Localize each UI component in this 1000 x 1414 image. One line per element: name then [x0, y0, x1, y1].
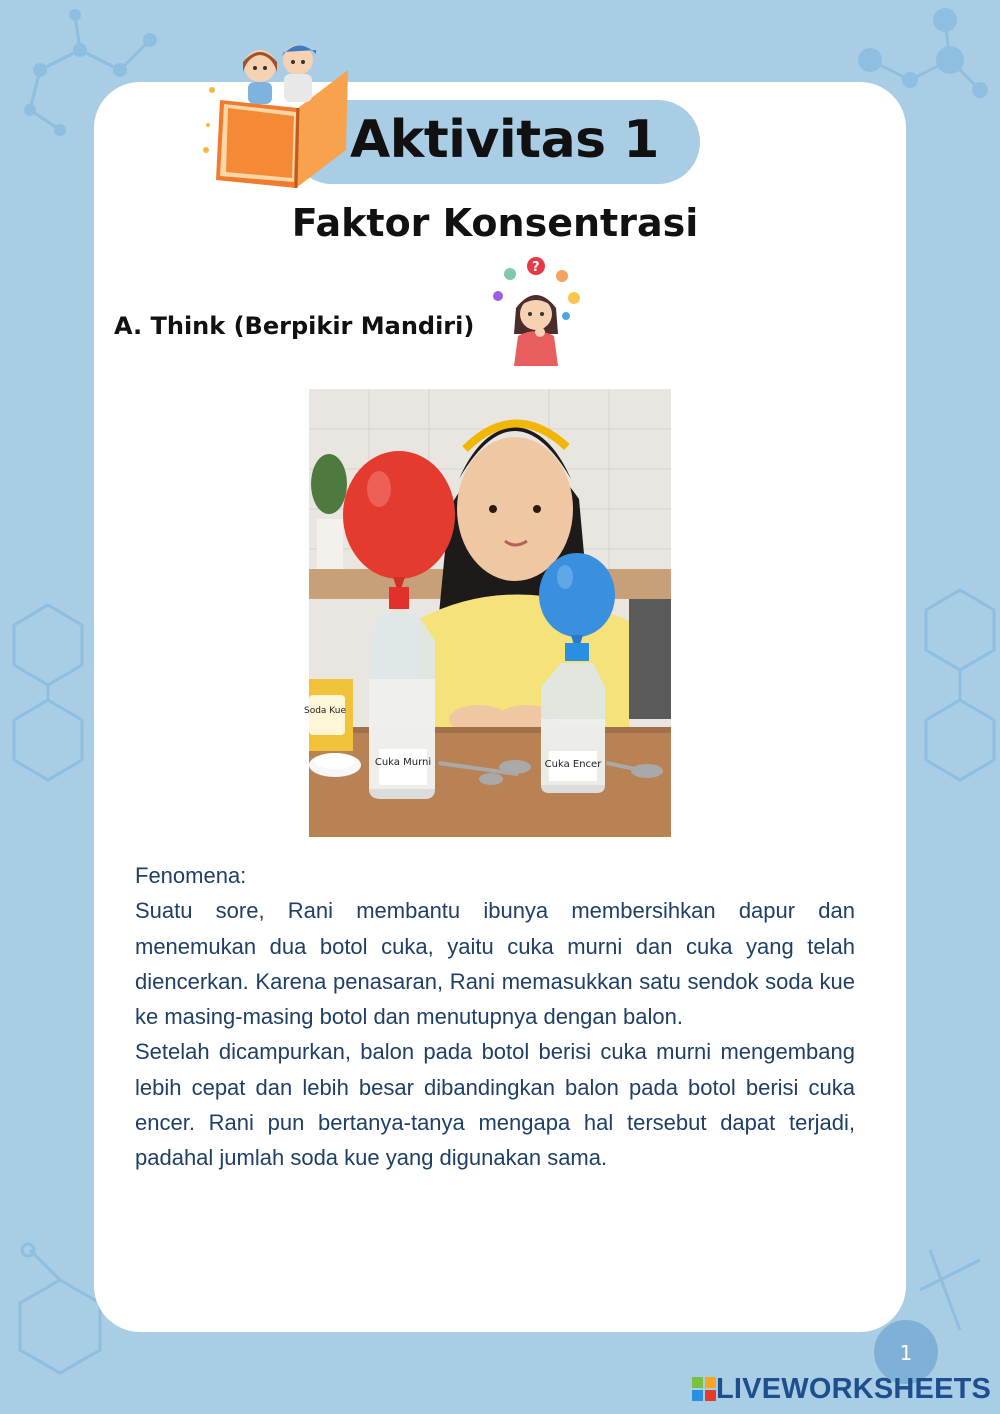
svg-text:?: ?	[532, 260, 540, 275]
book-icon	[216, 70, 348, 188]
phenomenon-paragraph-2: Setelah dicampurkan, balon pada botol berisi cuka murni mengembang lebih cepat dan lebih besar dibandingkan balon pada botol berisi cuka encer. Rani pun bertanya-tanya mengapa hal tersebut dapat terjadi, padahal jumlah soda kue yang digunakan sama.	[135, 1039, 855, 1171]
bottle-label-left: Cuka Murni	[374, 757, 432, 768]
girl-icon	[243, 50, 277, 104]
boy-icon	[282, 45, 316, 102]
section-heading: A. Think (Berpikir Mandiri)	[114, 312, 475, 340]
girl-icon	[514, 295, 558, 366]
page-subtitle: Faktor Konsentrasi	[291, 201, 699, 245]
phenomenon-label: Fenomena:	[135, 863, 247, 888]
thinking-girl-illustration	[486, 256, 586, 368]
page-title: Aktivitas 1	[350, 110, 659, 170]
bowl-icon	[309, 753, 361, 777]
page-number: 1	[899, 1341, 913, 1365]
liveworksheets-logo-icon	[692, 1377, 716, 1401]
bottle-label-right: Cuka Encer	[544, 759, 602, 770]
liveworksheets-brand-text: LIVEWORKSHEETS	[716, 1373, 992, 1405]
liveworksheets-logo[interactable]	[692, 1373, 992, 1405]
phenomenon-paragraph-1: Suatu sore, Rani membantu ibunya membersihkan dapur dan menemukan dua botol cuka, yaitu cuka murni dan cuka yang telah diencerkan. Karena penasaran, Rani memasukkan satu sendok soda kue ke masing-masing botol dan menutupnya dengan balon.	[135, 898, 855, 1030]
soda-box-label: Soda Kue	[303, 706, 347, 716]
book-kids-illustration	[198, 30, 358, 190]
phenomenon-text	[135, 858, 855, 1176]
experiment-photo	[303, 389, 671, 837]
